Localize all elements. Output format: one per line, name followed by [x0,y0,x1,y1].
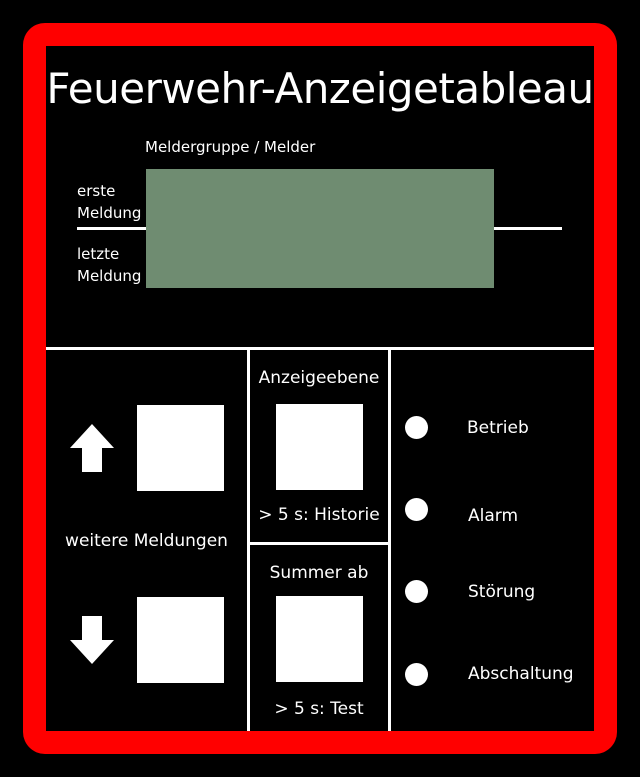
last-label-line2: Meldung [77,267,142,285]
last-label-line1: letzte [77,245,120,263]
buzzer-label: Summer ab [269,563,369,583]
middle-divider [250,542,388,545]
indicator-label-abschaltung: Abschaltung [468,664,574,684]
led-betrieb [405,416,428,439]
level-button[interactable] [276,404,363,490]
buzzer-button[interactable] [276,596,363,682]
indicator-label-betrieb: Betrieb [467,418,529,438]
vertical-divider-right [388,350,391,731]
scroll-up-button[interactable] [137,405,224,491]
vertical-divider-left [247,350,250,731]
led-alarm [405,498,428,521]
indicator-label-stoerung: Störung [468,582,536,602]
nav-label: weitere Meldungen [65,531,228,551]
horizontal-divider [46,347,594,350]
buzzer-hint: > 5 s: Test [274,699,364,719]
led-abschaltung [405,663,428,686]
arrow-up-icon [68,422,116,474]
group-label: Meldergruppe / Melder [145,138,316,156]
display-line-left [77,227,147,230]
first-label-line2: Meldung [77,204,142,222]
panel-title: Feuerwehr-Anzeigetableau [46,64,594,113]
nav-label-wrap [46,530,247,552]
led-stoerung [405,580,428,603]
lcd-display [146,169,494,288]
level-hint: > 5 s: Historie [258,505,380,525]
arrow-down-icon [68,614,116,666]
first-label-line1: erste [77,182,116,200]
level-label: Anzeigeebene [258,368,380,388]
indicator-label-alarm: Alarm [468,506,519,526]
scroll-down-button[interactable] [137,597,224,683]
display-line-right [494,227,562,230]
